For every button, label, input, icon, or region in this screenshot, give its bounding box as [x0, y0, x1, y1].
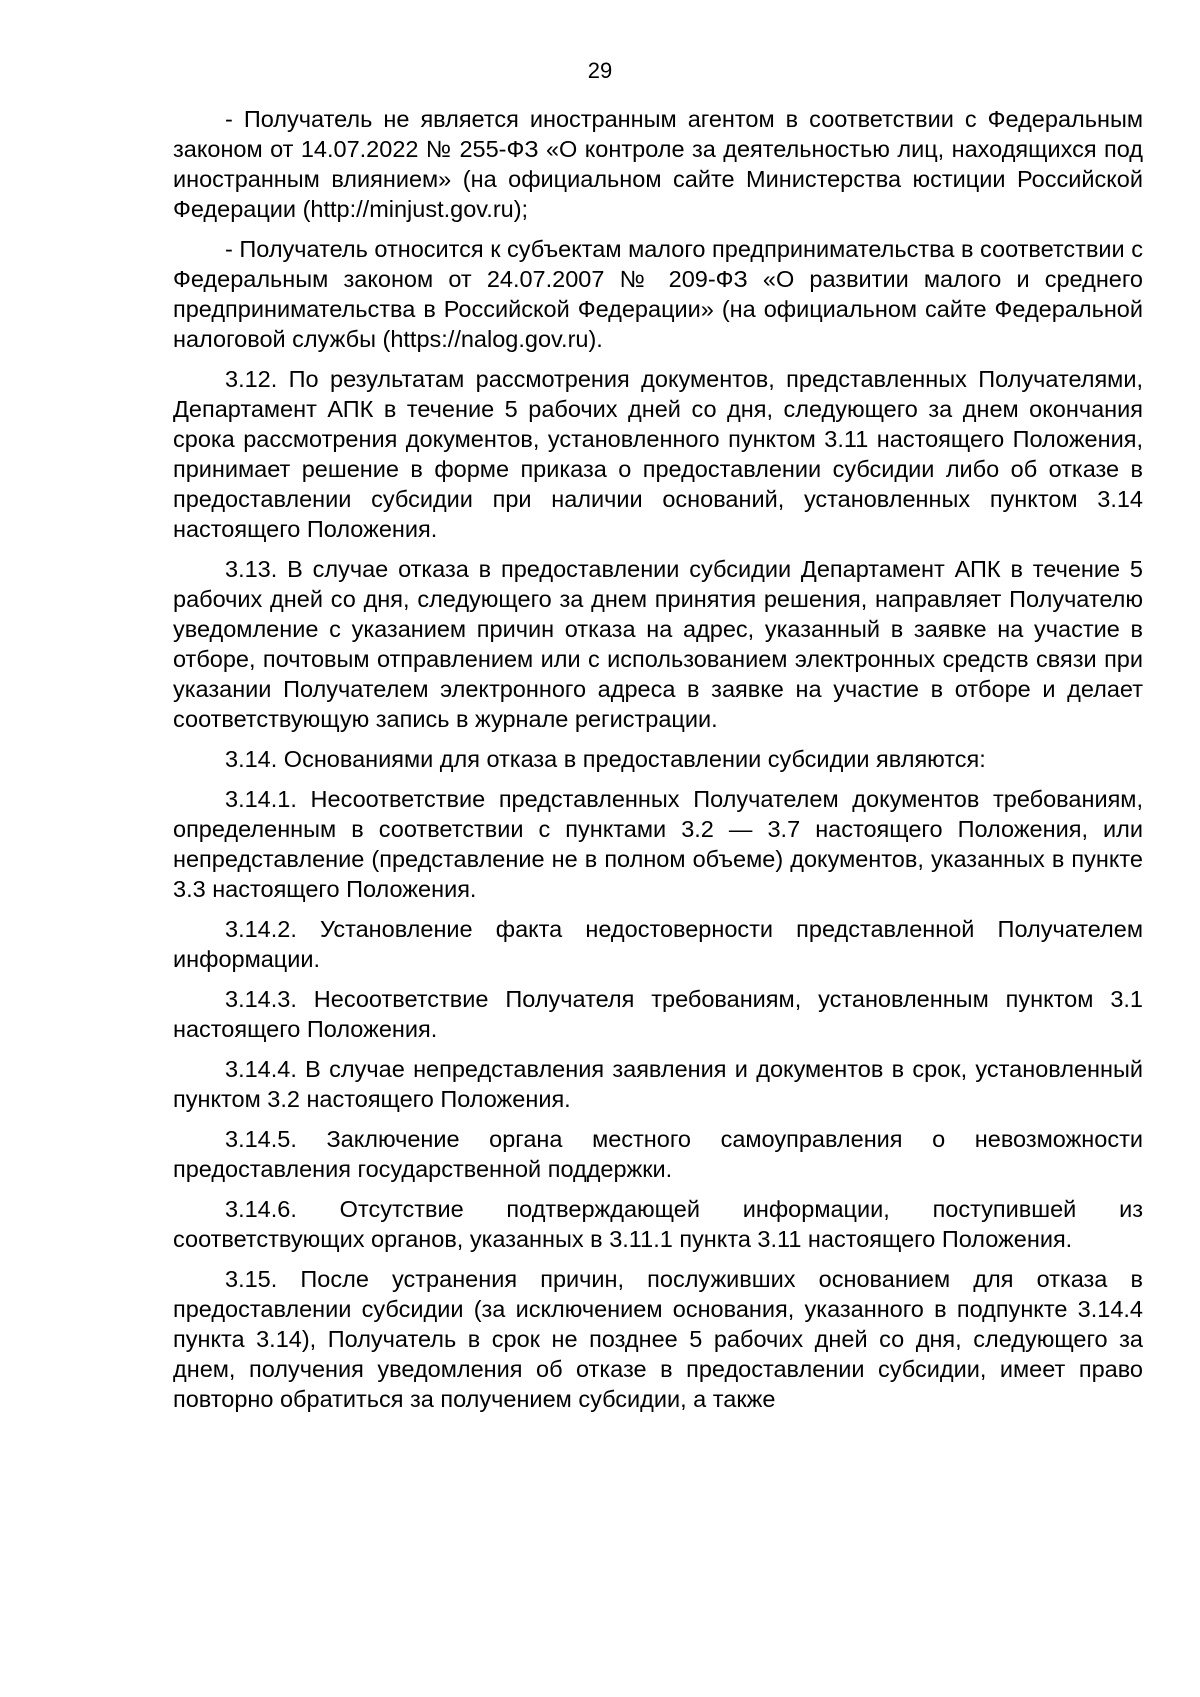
paragraph-3-14-3: 3.14.3. Несоответствие Получателя требованиям, установленным пунктом 3.1 настоящего Положения.: [173, 986, 1143, 1042]
document-body: [173, 104, 1143, 1424]
paragraph-3-12: 3.12. По результатам рассмотрения документов, представленных Получателями, Департамент АПК в течение 5 рабочих дней со дня, следующего за днем окончания срока рассмотрения документов, установленного пунктом 3.11 настоящего Положения, принимает решение в форме приказа о предоставлении субсидии либо об отказе в предоставлении субсидии при наличии оснований, установленных пунктом 3.14 настоящего Положения.: [173, 366, 1143, 542]
paragraph-3-15: 3.15. После устранения причин, послуживших основанием для отказа в предоставлении субсидии (за исключением основания, указанного в подпункте 3.14.4 пункта 3.14), Получатель в срок не позднее 5 рабочих дней со дня, следующего за днем, получения уведомления об отказе в предоставлении субсидии, имеет право повторно обратиться за получением субсидии, а также: [173, 1266, 1143, 1412]
paragraph-3-14-5: 3.14.5. Заключение органа местного самоуправления о невозможности предоставления государственной поддержки.: [173, 1126, 1143, 1182]
paragraph-3-14-1: 3.14.1. Несоответствие представленных Получателем документов требованиям, определенным в соответствии с пунктами 3.2 — 3.7 настоящего Положения, или непредставление (представление не в полном объеме) документов, указанных в пункте 3.3 настоящего Положения.: [173, 786, 1143, 902]
page-number: 29: [587, 58, 613, 83]
paragraph-small-business: - Получатель относится к субъектам малого предпринимательства в соответствии с Федеральным законом от 24.07.2007 № 209-ФЗ «О развитии малого и среднего предпринимательства в Российской Федерации» (на официальном сайте Федеральной налоговой службы (https://nalog.gov.ru).: [173, 236, 1143, 352]
paragraph-3-14: 3.14. Основаниями для отказа в предоставлении субсидии являются:: [225, 746, 986, 772]
paragraph-3-14-4: 3.14.4. В случае непредставления заявления и документов в срок, установленный пунктом 3.2 настоящего Положения.: [173, 1056, 1143, 1112]
paragraph-foreign-agent: - Получатель не является иностранным агентом в соответствии с Федеральным законом от 14.07.2022 № 255-ФЗ «О контроле за деятельностью лиц, находящихся под иностранным влиянием» (на официальном сайте Министерства юстиции Российской Федерации (http://minjust.gov.ru);: [173, 106, 1143, 222]
paragraph-3-14-6: 3.14.6. Отсутствие подтверждающей информации, поступившей из соответствующих органов, указанных в 3.11.1 пункта 3.11 настоящего Положения.: [173, 1196, 1143, 1252]
paragraph-3-13: 3.13. В случае отказа в предоставлении субсидии Департамент АПК в течение 5 рабочих дней со дня, следующего за днем принятия решения, направляет Получателю уведомление с указанием причин отказа на адрес, указанный в заявке на участие в отборе, почтовым отправлением или с использованием электронных средств связи при указании Получателем электронного адреса в заявке на участие в отборе и делает соответствующую запись в журнале регистрации.: [173, 556, 1143, 732]
paragraph-3-14-2: 3.14.2. Установление факта недостоверности представленной Получателем информации.: [173, 916, 1143, 972]
